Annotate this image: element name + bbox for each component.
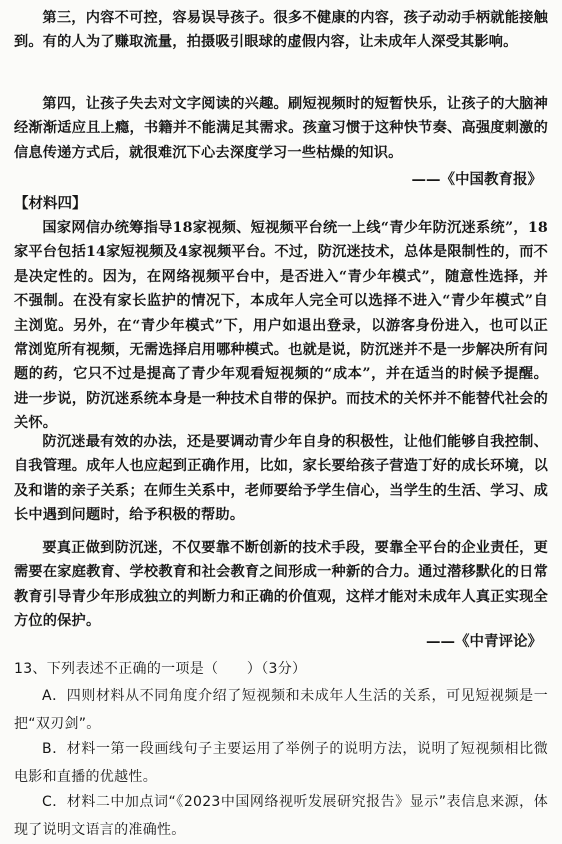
- question-13-option-b: B．材料一第一段画线句子主要运用了举例子的说明方法，说明了短视频相比微电影和直播的优越性。: [14, 741, 548, 785]
- question-13-option-a: A．四则材料从不同角度介绍了短视频和未成年人生活的关系，可见短视频是一把“双刃剑”。: [14, 688, 548, 732]
- material-four-paragraph-2: 防沉迷最有效的办法，还是要调动青少年自身的积极性，让他们能够自我控制、自我管理。成年人也应起到正确作用，比如，家长要给孩子营造丁好的成长环境，以及和谐的亲子关系；在师生关系中，老师要给予学生信心，当学生的生活、学习、成长中遇到问题时，给予积极的帮助。: [14, 434, 548, 524]
- question-13-option-c: C．材料二中加点词“《2023中国网络视听发展研究报告》显示”表信息来源，体现了说明文语言的准确性。: [14, 794, 548, 838]
- material-four-paragraph-1: 国家网信办统筹指导18家视频、短视频平台统一上线“青少年防沉迷系统”，18家平台包括14家短视频及4家视频平台。不过，防沉迷技术，总体是限制性的，而不是决定性的。因为，在网络视频平台中，是否进入“青少年模式”，随意性选择，并不强制。在没有家长监护的情况下，本成年人完全可以选择不进入“青少年模式”自主浏览。另外，在“青少年模式”下，用户如退出登录，以游客身份进入，也可以正常浏览所有视频，无需选择启用哪种模式。也就是说，防沉迷并不是一步解决所有问题的药，它只不过是提高了青少年观看短视频的“成本”，并在适当的时候予提醒。进一步说，防沉迷系统本身是一种技术自带的保护。而技术的关怀并不能替代社会的关怀。: [14, 220, 548, 432]
- source-citation-china-education-daily: ——《中国教育报》: [411, 171, 542, 188]
- question-13-stem: 13、下列表述不正确的一项是（ ）（3分）: [14, 661, 307, 677]
- material-four-paragraph-3: 要真正做到防沉迷，不仅要靠不断创新的技术手段，要靠全平台的企业责任，更需要在家庭教育、学校教育和社会教育之间形成一种新的合力。通过潜移默化的日常教育引导青少年形成独立的判断力和正确的价值观，这样才能对未成年人真正实现全方位的保护。: [14, 540, 548, 630]
- paragraph-point-four: 第四，让孩子失去对文字阅读的兴趣。刷短视频时的短暂快乐，让孩子的大脑神经渐渐适应且上瘾，书籍并不能满足其需求。孩童习惯于这种快节奏、高强度刺激的信息传递方式后，就很难沉下心去深度学习一些枯燥的知识。: [14, 96, 548, 161]
- paragraph-point-three: 第三，内容不可控，容易误导孩子。很多不健康的内容，孩子动动手柄就能接触到。有的人为了赚取流量，拍摄吸引眼球的虚假内容，让未成年人深受其影响。: [14, 10, 548, 51]
- material-four-heading: 【材料四】: [14, 195, 87, 212]
- source-citation-china-youth-review: ——《中青评论》: [426, 633, 542, 650]
